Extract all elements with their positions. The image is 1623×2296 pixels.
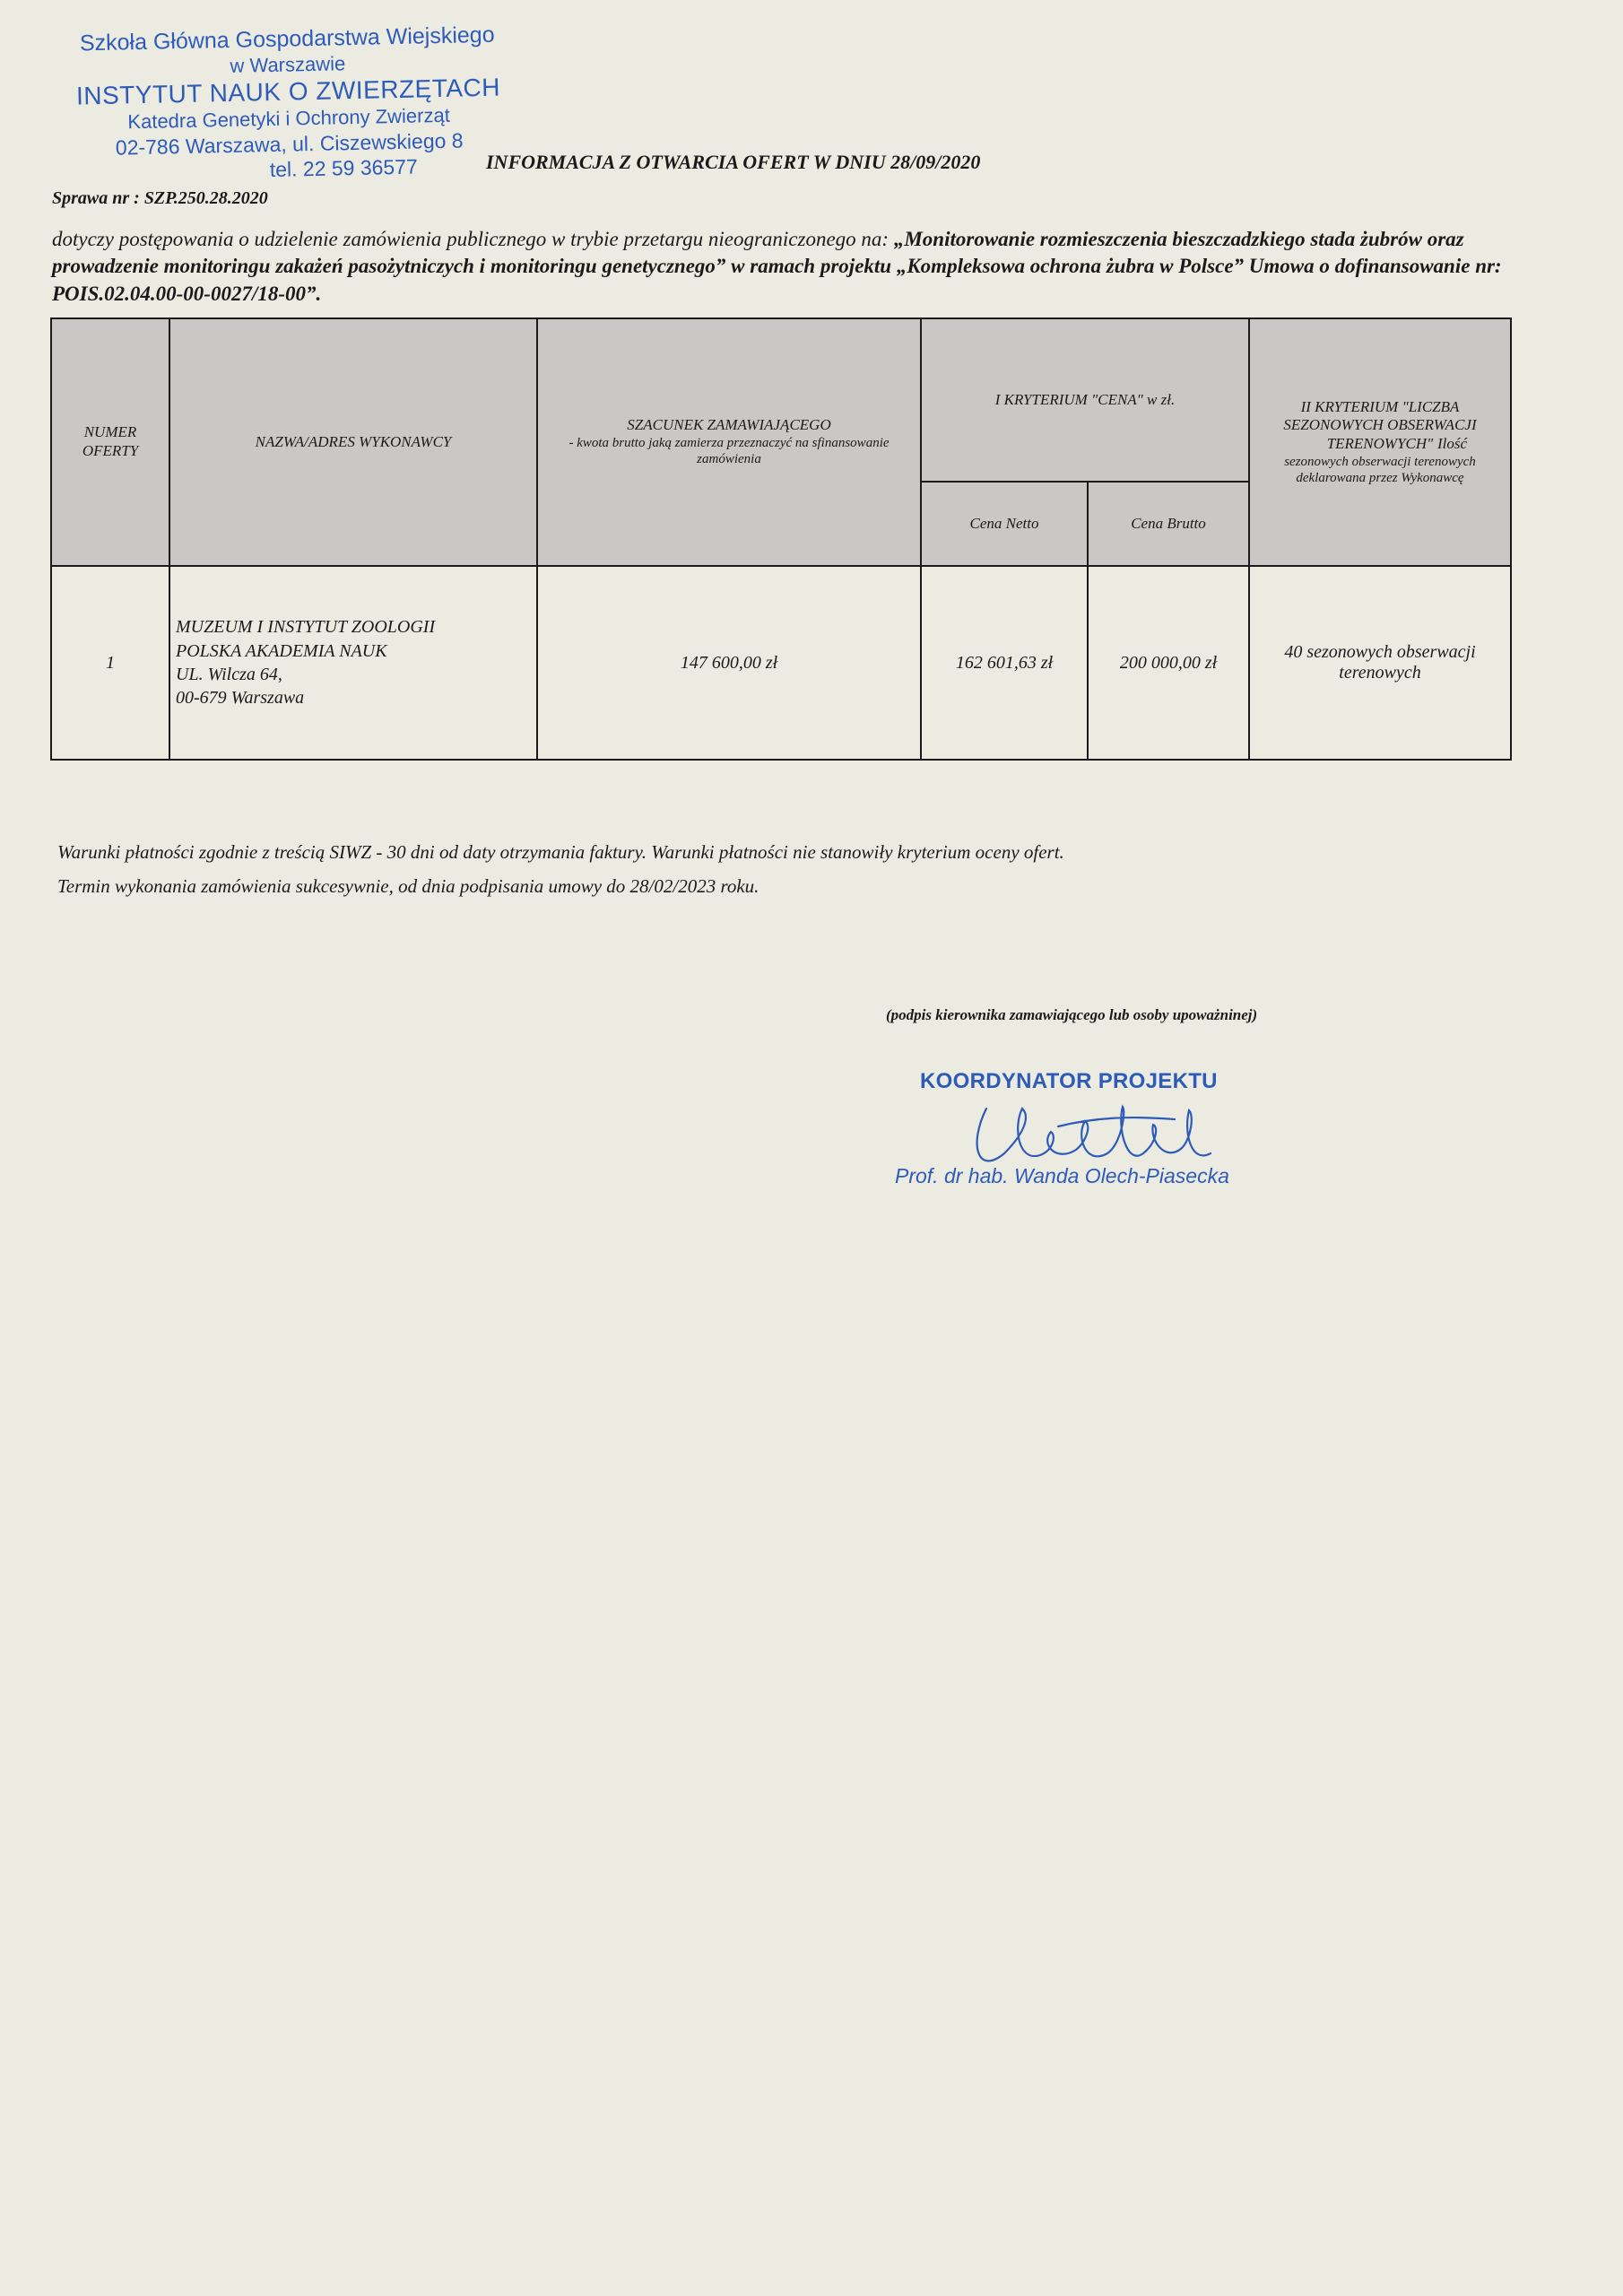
header-estimate-sub: - kwota brutto jaką zamierza przeznaczyć na sfinansowanie zamówienia bbox=[568, 436, 890, 467]
coordinator-name: Prof. dr hab. Wanda Olech-Piasecka bbox=[895, 1164, 1229, 1187]
header-criterion-price: I KRYTERIUM "CENA" w zł. bbox=[921, 318, 1249, 482]
intro-subject: „Monitorowanie rozmieszczenia bieszczadzkiego stada żubrów oraz prowadzenie monitoringu zakażeń pasożytniczych i monitoringu genetycznego” w ramach projektu „Kompleksowa ochrona żubra w Polsce” Umowa o dofinansowanie nr: POIS.02.04.00-00-0027/18-00”. bbox=[52, 228, 1502, 305]
intro-paragraph bbox=[52, 226, 1505, 308]
conditions-line: Termin wykonania zamówienia sukcesywnie, od dnia podpisania umowy do 28/02/2023 roku. bbox=[57, 874, 759, 897]
signature-caption: (podpis kierownika zamawiającego lub osoby upoważninej) bbox=[886, 1006, 1258, 1023]
estimate-value: 147 600,00 zł bbox=[537, 566, 921, 760]
brutto-value: 200 000,00 zł bbox=[1088, 566, 1249, 760]
coordinator-stamp: KOORDYNATOR PROJEKTU bbox=[920, 1069, 1218, 1093]
header-estimate-title: SZACUNEK ZAMAWIAJĄCEGO bbox=[627, 416, 831, 434]
header-netto: Cena Netto bbox=[921, 482, 1088, 566]
stamp-line: 02-786 Warszawa, ul. Ciszewskiego 8 bbox=[115, 128, 464, 160]
conditions-line: Warunki płatności zgodnie z treścią SIWZ - 30 dni od daty otrzymania faktury. Warunki płatności nie stanowiły kryterium oceny ofert. bbox=[57, 841, 1064, 863]
offer-number: 1 bbox=[51, 566, 169, 760]
table-row bbox=[51, 566, 1511, 760]
stamp-line: w Warszawie bbox=[230, 51, 346, 77]
netto-value: 162 601,63 zł bbox=[921, 566, 1088, 760]
stamp-line: Katedra Genetyki i Ochrony Zwierząt bbox=[127, 104, 451, 134]
institution-stamp bbox=[54, 21, 524, 187]
contractor-line: MUZEUM I INSTYTUT ZOOLOGII bbox=[176, 617, 436, 638]
header-criterion-observations bbox=[1249, 318, 1511, 566]
header-criterion2-word: Ilość bbox=[1436, 434, 1467, 452]
intro-text: dotyczy postępowania o udzielenie zamówienia publicznego w trybie przetargu nieograniczonego na: bbox=[52, 228, 894, 250]
header-estimate bbox=[537, 318, 921, 566]
table-header-row bbox=[51, 318, 1511, 482]
contractor-address bbox=[169, 566, 537, 760]
header-contractor: NAZWA/ADRES WYKONAWCY bbox=[169, 318, 537, 566]
payment-conditions bbox=[57, 836, 1064, 904]
observations-value: 40 sezonowych obserwacji terenowych bbox=[1249, 566, 1511, 760]
contractor-line: POLSKA AKADEMIA NAUK bbox=[176, 640, 387, 661]
contractor-line: UL. Wilcza 64, bbox=[176, 665, 282, 684]
header-offer-number: NUMER OFERTY bbox=[51, 318, 169, 566]
header-brutto: Cena Brutto bbox=[1088, 482, 1249, 566]
stamp-line: Szkoła Główna Gospodarstwa Wiejskiego bbox=[79, 22, 495, 57]
stamp-line: INSTYTUT NAUK O ZWIERZĘTACH bbox=[75, 73, 501, 110]
document-title: INFORMACJA Z OTWARCIA OFERT W DNIU 28/09/2020 bbox=[486, 151, 981, 173]
offers-table bbox=[50, 317, 1512, 761]
stamp-line: tel. 22 59 36577 bbox=[269, 154, 419, 182]
header-criterion2-sub: sezonowych obserwacji terenowych deklarowana przez Wykonawcę bbox=[1284, 454, 1476, 485]
case-number: Sprawa nr : SZP.250.28.2020 bbox=[52, 188, 268, 208]
header-criterion2-title: II KRYTERIUM "LICZBA SEZONOWYCH OBSERWACJI TERENOWYCH" bbox=[1283, 397, 1477, 453]
contractor-line: 00-679 Warszawa bbox=[176, 688, 305, 709]
